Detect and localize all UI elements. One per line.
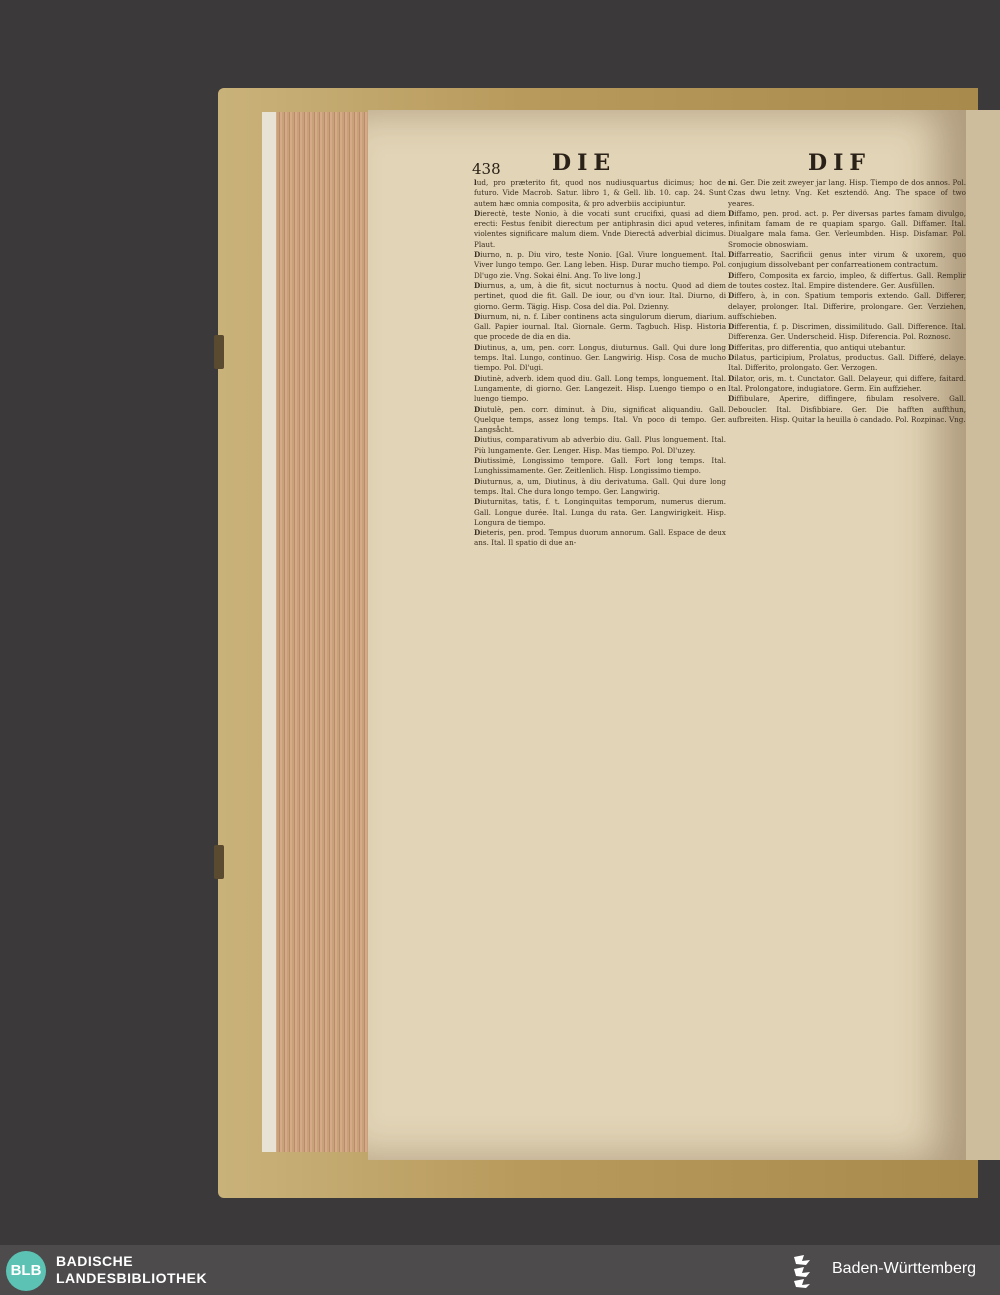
left-column-entry: Diutissimè, Longissimo tempore. Gall. Fort long temps. Ital. Lunghissimamente. Ger. Zeitlenlich. Hisp. Longissimo tiempo. <box>474 456 726 476</box>
clasp-top <box>214 335 224 369</box>
front-edge <box>262 112 276 1152</box>
right-column-entry: Dilator, oris, m. t. Cunctator. Gall. Delayeur, qui differe, faitard. Ital. Prolongatore, indugiatore. Germ. Ein auffzieher. <box>728 373 966 393</box>
right-column-entry: ni. Ger. Die zeit zweyer jar lang. Hisp. Tiempo de dos annos. Pol. Czas dwu letny. Vng. Ket esztendö. Ang. The space of two yeares. <box>728 178 966 208</box>
left-column-entry: Dieteris, pen. prod. Tempus duorum annorum. Gall. Espace de deux ans. Ital. Il spatio di due an- <box>474 528 726 548</box>
right-column-entry: Diffamo, pen. prod. act. p. Per diversas partes famam divulgo, infinitam famam de re quapiam spargo. Gall. Diffamer. Ital. Diualgare mala fama. Ger. Verleumbden. Hisp. Disfamar. Pol. Sromocie obnoswiam. <box>728 208 966 249</box>
right-running-header: DIF <box>808 150 871 176</box>
left-column-entry: Diutius, comparativum ab adverbio diu. Gall. Plus longuement. Ital. Più lungamente. Ger. Lenger. Hisp. Mas tiempo. Pol. Dl'uzey. <box>474 435 726 455</box>
footer-bar <box>0 1245 1000 1295</box>
left-column-entry: Diuturnus, a, um, Diutinus, à diu derivatuma. Gall. Qui dure long temps. Ital. Che dura longo tempo. Ger. Langwirig. <box>474 476 726 496</box>
right-column-entry: Diffibulare, Aperire, diffingere, fibulam resolvere. Gall. Deboucler. Ital. Disfibbiare. Ger. Die hafften auffthun, aufbreiten. Hisp. Quitar la heuilla ò candado. Pol. Rozpinac. Vng. <box>728 394 966 424</box>
left-column-entry: Diutulè, pen. corr. diminut. à Diu, significat aliquandiu. Gall. Quelque temps, assez long temps. Ital. Vn poco di tempo. Ger. Langsåcht. <box>474 404 726 435</box>
left-column-entry: Diurno, n. p. Diu viro, teste Nonio. [Gal. Viure longuement. Ital. Viver lungo tempo. Ger. Lang leben. Hisp. Durar mucho tiempo. Pol. Dl'ugo zie. Vng. Sokai élni. Ang. To live long.] <box>474 250 726 280</box>
left-column-entry: Dierectè, teste Nonio, à die vocati sunt crucifixi, quasi ad diem erecti: Festus fenibit dierectum per antiphrasin dici apud veteres, violentes significare malum diem. Vnde Dierectâ adverbial dicimus. Plaut. <box>474 208 726 249</box>
baden-wuerttemberg-lions-icon <box>790 1251 824 1289</box>
left-column-entry: lud, pro præterito fit, quod nos nudiusquartus dicimus; hoc de futuro. Vide Macrob. Satur. libro 1, & Gell. lib. 10. cap. 24. Sunt autem hæc omnia composita, & pro adverbiis accipiuntur. <box>474 178 726 208</box>
left-text-column <box>474 178 726 998</box>
left-running-header: DIE <box>552 150 617 176</box>
blb-line-1: BADISCHE <box>56 1253 134 1269</box>
page-edges <box>262 112 372 1152</box>
right-text-column <box>728 178 966 1018</box>
left-column-entry: Diurnum, ni, n. f. Liber continens acta singulorum dierum, diarium. Gall. Papier iournal. Ital. Giornale. Germ. Tagbuch. Hisp. Historia que procede de dia en dia. <box>474 311 726 342</box>
left-column-entry: Diuturnitas, tatis, f. t. Longinquitas temporum, numerus dierum. Gall. Longue durée. Ital. Lunga du rata. Ger. Langwirigkeit. Hisp. Longura de tiempo. <box>474 497 726 527</box>
blb-line-2: LANDESBIBLIOTHEK <box>56 1270 208 1286</box>
blb-name[interactable] <box>56 1253 207 1287</box>
left-column-entry: Diutinè, adverb. idem quod diu. Gall. Long temps, longuement. Ital. Lungamente, di giorno. Ger. Langezeit. Hisp. Luengo tiempo o en luengo tiempo. <box>474 373 726 404</box>
right-column-entry: Differo, Composita ex farcio, impleo, & differtus. Gall. Remplir de toutes costez. Ital. Empire distendere. Ger. Ausfüllen. <box>728 270 966 290</box>
page-number: 438 <box>472 160 501 178</box>
blb-logo-icon[interactable]: BLB <box>6 1251 46 1291</box>
next-page-edge <box>966 110 1000 1160</box>
right-column-entry: Differo, à, in con. Spatium temporis extendo. Gall. Differer, delayer, prolonger. Ital. Differire, prolongare. Ger. Verziehen, auffschieben. <box>728 291 966 321</box>
baden-wuerttemberg-label[interactable]: Baden-Württemberg <box>832 1260 977 1277</box>
right-column-entry: Differitas, pro differentia, quo antiqui utebantur. <box>728 342 906 352</box>
right-column-entry: Dilatus, participium, Prolatus, productus. Gall. Differé, delaye. Ital. Differito, prolongato. Ger. Verzogen. <box>728 353 966 373</box>
right-column-entry: Differentia, f. p. Discrimen, dissimilitudo. Gall. Difference. Ital. Differenza. Ger. Underscheid. Hisp. Diferencia. Pol. Roznosc. <box>728 322 966 342</box>
left-column-entry: Diurnus, a, um, à die fit, sicut nocturnus à noctu. Quod ad diem pertinet, quod die fit. Gall. De iour, ou d'vn iour. Ital. Diurno, di giorno. Germ. Tägig. Hisp. Cosa del dia. Pol. Dzienny. <box>474 280 726 311</box>
right-column-entry: Diffarreatio, Sacrificii genus inter virum & uxorem, quo conjugium dissolvebant per confarreationem contractum. <box>728 250 966 270</box>
clasp-bottom <box>214 845 224 879</box>
left-column-entry: Diutinus, a, um, pen. corr. Longus, diuturnus. Gall. Qui dure long temps. Ital. Lungo, continuo. Ger. Langwirig. Hisp. Cosa de mucho tiempo. Pol. Dl'ugi. <box>474 342 726 373</box>
